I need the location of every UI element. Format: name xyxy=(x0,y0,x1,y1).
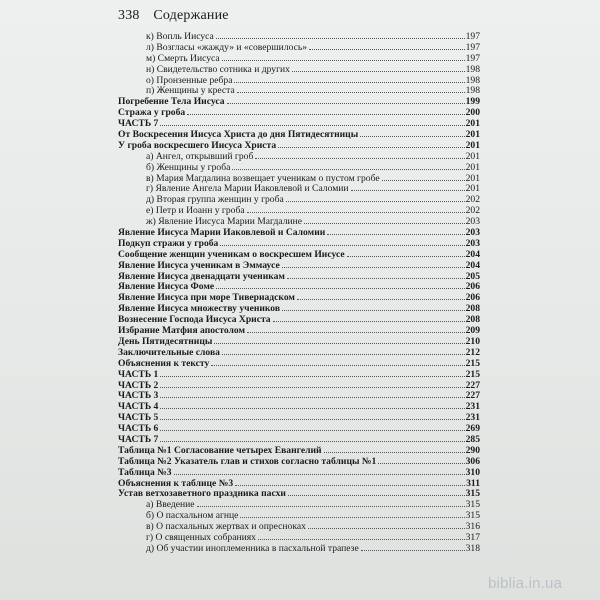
dot-leader xyxy=(240,517,464,518)
toc-entry-page: 316 xyxy=(465,521,480,533)
toc-entry-page: 197 xyxy=(465,52,480,64)
dot-leader xyxy=(222,60,465,61)
toc-entry-title: ЧАСТЬ 7 xyxy=(118,118,159,130)
toc-entry-page: 203 xyxy=(465,216,480,228)
dot-leader xyxy=(237,92,465,93)
toc-entry-page: 205 xyxy=(465,270,480,282)
toc-entry-title: Вознесение Господа Иисуса Христа xyxy=(118,314,271,326)
toc-entry-title: Таблица №1 Согласование четырех Евангелий xyxy=(118,444,322,456)
toc-entry-page: 210 xyxy=(465,335,480,347)
toc-entry xyxy=(118,370,480,381)
toc-entry-page: 317 xyxy=(465,531,480,543)
dot-leader xyxy=(160,441,464,442)
toc-entry-page: 201 xyxy=(465,118,480,130)
dot-leader xyxy=(378,463,464,464)
toc-entry-title: п) Женщины у креста xyxy=(146,85,235,97)
toc-entry-title: ЧАСТЬ 3 xyxy=(118,390,159,402)
toc-entry xyxy=(118,391,480,402)
toc-entry-title: ЧАСТЬ 2 xyxy=(118,379,159,391)
toc-entry-page: 199 xyxy=(465,96,480,108)
toc-entry-title: Явление Иисуса ученикам в Эммаусе xyxy=(118,259,280,271)
toc-entry-page: 204 xyxy=(465,248,480,260)
toc-entry-title: ЧАСТЬ 1 xyxy=(118,368,159,380)
dot-leader xyxy=(214,343,464,344)
dot-leader xyxy=(220,245,464,246)
watermark: biblia.in.ua xyxy=(488,575,563,592)
toc-entry-page: 310 xyxy=(465,466,480,478)
toc-entry-title: к) Вопль Иисуса xyxy=(146,31,214,42)
dot-leader xyxy=(232,169,464,170)
dot-leader xyxy=(351,190,465,191)
toc-entry-page: 203 xyxy=(465,227,480,239)
toc-entry-page: 206 xyxy=(465,292,480,304)
toc-entry-title: в) О пасхальных жертвах и опресноках xyxy=(146,521,306,533)
page-title: Содержание xyxy=(153,8,229,23)
toc-entry-page: 197 xyxy=(465,41,480,53)
toc-entry-page: 306 xyxy=(465,455,480,467)
toc-entry-page: 201 xyxy=(465,183,480,195)
toc-entry-page: 315 xyxy=(465,510,480,522)
toc-entry-page: 204 xyxy=(465,259,480,271)
toc-entry-page: 197 xyxy=(465,31,480,42)
toc-entry-title: Объяснения к таблице №3 xyxy=(118,477,234,489)
toc-entry-title: о) Пронзенные ребра xyxy=(146,74,233,86)
toc-entry-page: 290 xyxy=(465,444,480,456)
dot-leader xyxy=(160,397,464,398)
dot-leader xyxy=(247,212,465,213)
toc-entry xyxy=(118,381,480,392)
toc-entry-page: 203 xyxy=(465,237,480,249)
toc-entry-page: 209 xyxy=(465,325,480,337)
toc-entry-page: 215 xyxy=(465,357,480,369)
toc-entry xyxy=(118,402,480,413)
page-header xyxy=(118,8,229,24)
dot-leader xyxy=(327,234,464,235)
toc-entry-title: м) Смерть Иисуса xyxy=(146,52,220,64)
toc-entry-title: Подкуп стражи у гроба xyxy=(118,237,219,249)
toc-entry-page: 201 xyxy=(465,161,480,173)
toc-entry-title: Явление Иисуса множеству учеников xyxy=(118,303,281,315)
dot-leader xyxy=(282,310,465,311)
toc-entry-title: ЧАСТЬ 7 xyxy=(118,433,159,445)
dot-leader xyxy=(292,71,465,72)
dot-leader xyxy=(347,256,465,257)
toc-entry-title: б) Женщины у гроба xyxy=(146,161,231,173)
toc-entry-title: У гроба воскресшего Иисуса Христа xyxy=(118,139,277,151)
toc-entry-page: 212 xyxy=(465,346,480,358)
dot-leader xyxy=(255,158,464,159)
toc-entry xyxy=(118,261,480,272)
toc-entry-title: д) Вторая группа женщин у гроба xyxy=(146,194,284,206)
toc-entry-title: а) Введение xyxy=(146,499,195,511)
toc-entry-title: а) Ангел, открывший гроб xyxy=(146,150,254,162)
table-of-contents xyxy=(118,32,480,555)
toc-entry-title: б) О пасхальном агнце xyxy=(146,510,239,522)
dot-leader xyxy=(222,354,465,355)
dot-leader xyxy=(382,180,465,181)
toc-entry-page: 206 xyxy=(465,281,480,293)
dot-leader xyxy=(187,114,464,115)
dot-leader xyxy=(197,506,465,507)
toc-entry xyxy=(118,163,480,174)
dot-leader xyxy=(308,528,465,529)
toc-entry xyxy=(118,108,480,119)
toc-entry-title: Явление Иисуса при море Тивериадском xyxy=(118,292,295,304)
toc-entry-title: День Пятидесятницы xyxy=(118,335,213,347)
toc-entry-title: Сообщение женщин ученикам о воскресшем Иисусе xyxy=(118,248,345,260)
toc-entry-title: Явление Иисуса Фоме xyxy=(118,281,215,293)
toc-entry-title: г) О священных собраниях xyxy=(146,531,256,543)
dot-leader xyxy=(160,419,464,420)
toc-entry-page: 198 xyxy=(465,63,480,75)
dot-leader xyxy=(360,136,464,137)
toc-entry-page: 201 xyxy=(465,172,480,184)
toc-entry-title: Таблица №2 Указатель глав и стихов согласно таблицы №1 xyxy=(118,455,377,467)
toc-entry-title: Погребение Тела Иисуса xyxy=(118,96,225,108)
toc-entry-page: 231 xyxy=(465,401,480,413)
dot-leader xyxy=(160,376,464,377)
toc-entry-title: л) Возгласы «жажду» и «совершилось» xyxy=(146,41,308,53)
toc-entry-page: 227 xyxy=(465,390,480,402)
toc-entry-page: 227 xyxy=(465,379,480,391)
toc-entry-title: ЧАСТЬ 6 xyxy=(118,423,159,435)
toc-entry-page: 200 xyxy=(465,107,480,119)
toc-entry-page: 201 xyxy=(465,139,480,151)
toc-entry-page: 215 xyxy=(465,368,480,380)
toc-entry-page: 201 xyxy=(465,150,480,162)
toc-entry-page: 208 xyxy=(465,314,480,326)
toc-entry-page: 311 xyxy=(466,477,480,489)
toc-entry-title: Таблица №3 xyxy=(118,466,172,478)
toc-entry-title: От Воскресения Иисуса Христа до дня Пятидесятницы xyxy=(118,129,359,141)
toc-entry xyxy=(118,544,480,555)
toc-entry-title: Явление Иисуса Марии Иаковлевой и Саломии xyxy=(118,227,326,239)
toc-entry-page: 315 xyxy=(465,488,480,500)
toc-entry-title: в) Мария Магдалина возвещает ученикам о пустом гробе xyxy=(146,172,380,184)
dot-leader xyxy=(304,223,465,224)
toc-entry-page: 318 xyxy=(465,542,480,554)
toc-entry-page: 198 xyxy=(465,85,480,97)
toc-entry xyxy=(118,359,480,370)
toc-entry-title: Стража у гроба xyxy=(118,107,186,119)
toc-entry-title: г) Явление Ангела Марии Иаковлевой и Саломии xyxy=(146,183,349,195)
toc-entry-title: е) Петр и Иоанн у гроба xyxy=(146,205,245,217)
toc-entry-page: 198 xyxy=(465,74,480,86)
toc-entry xyxy=(118,413,480,424)
dot-leader xyxy=(273,321,465,322)
dot-leader xyxy=(160,125,464,126)
dot-leader xyxy=(216,288,464,289)
dot-leader xyxy=(235,485,465,486)
toc-entry-title: ж) Явление Иисуса Марии Магдалине xyxy=(146,216,303,228)
dot-leader xyxy=(174,474,465,475)
toc-entry-title: Заключительные слова xyxy=(118,346,220,358)
toc-entry xyxy=(118,424,480,435)
toc-entry-title: ЧАСТЬ 4 xyxy=(118,401,159,413)
toc-entry-title: Явление Иисуса двенадцати ученикам xyxy=(118,270,285,282)
dot-leader xyxy=(234,82,464,83)
dot-leader xyxy=(211,365,464,366)
dot-leader xyxy=(160,430,464,431)
toc-entry-page: 231 xyxy=(465,412,480,424)
toc-entry xyxy=(118,468,480,479)
toc-entry-page: 285 xyxy=(465,433,480,445)
dot-leader xyxy=(324,452,465,453)
page-number: 338 xyxy=(118,8,140,23)
toc-entry-title: д) Об участии иноплеменника в пасхальной трапезе xyxy=(146,542,359,554)
toc-entry-title: Избрание Матфия апостолом xyxy=(118,325,246,337)
dot-leader xyxy=(288,495,465,496)
toc-entry xyxy=(118,65,480,76)
dot-leader xyxy=(258,539,465,540)
dot-leader xyxy=(216,38,465,39)
dot-leader xyxy=(309,49,465,50)
dot-leader xyxy=(247,332,465,333)
dot-leader xyxy=(227,103,465,104)
dot-leader xyxy=(287,278,465,279)
toc-entry-title: н) Свидетельство сотника и других xyxy=(146,63,290,75)
dot-leader xyxy=(286,201,465,202)
toc-entry-page: 202 xyxy=(465,205,480,217)
toc-entry-page: 201 xyxy=(465,129,480,141)
dot-leader xyxy=(278,147,464,148)
toc-entry-page: 208 xyxy=(465,303,480,315)
dot-leader xyxy=(297,299,465,300)
toc-entry-title: Устав ветхозаветного праздника пасхи xyxy=(118,488,286,500)
dot-leader xyxy=(282,267,465,268)
toc-entry-title: Объяснения к тексту xyxy=(118,357,210,369)
toc-entry-page: 315 xyxy=(465,499,480,511)
toc-entry-page: 202 xyxy=(465,194,480,206)
dot-leader xyxy=(361,550,465,551)
toc-entry-title: ЧАСТЬ 5 xyxy=(118,412,159,424)
toc-entry-page: 269 xyxy=(465,423,480,435)
toc-entry xyxy=(118,457,480,468)
dot-leader xyxy=(160,387,464,388)
dot-leader xyxy=(160,408,464,409)
